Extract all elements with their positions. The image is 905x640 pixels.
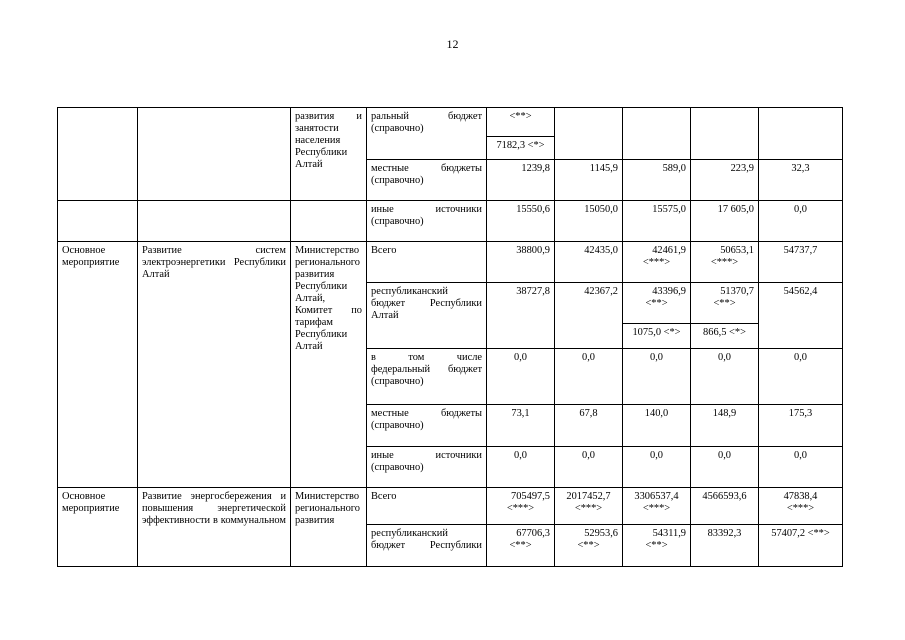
value-main: 50653,1 — [720, 245, 754, 256]
source-cell: Всего — [367, 242, 487, 283]
value-cell: 0,0 — [487, 447, 555, 488]
value-cell — [487, 488, 555, 525]
value-note: <**> — [645, 298, 668, 309]
value-cell: 67,8 — [555, 405, 623, 447]
executor-cell: Министерство регионального развития Республики Алтай, Комитет по тарифам Республики Алтай — [291, 242, 367, 488]
value-main: 3306537,4 — [634, 491, 679, 502]
value-cell: 1075,0 <*> — [623, 324, 691, 349]
source-cell: республиканский бюджет Республики Алтай — [367, 283, 487, 349]
value-note: <**> — [713, 298, 736, 309]
value-cell: 7182,3 <*> — [487, 137, 555, 160]
value-note: <**> — [645, 540, 668, 551]
value-cell: 0,0 — [623, 447, 691, 488]
value-main: 52953,6 — [584, 528, 618, 539]
value-cell — [555, 488, 623, 525]
value-cell: 0,0 — [759, 349, 843, 405]
value-cell: 42435,0 — [555, 242, 623, 283]
value-cell: <**> — [487, 108, 555, 137]
source-cell: иные источники (справочно) — [367, 447, 487, 488]
value-cell: 54737,7 — [759, 242, 843, 283]
value-cell: 73,1 — [487, 405, 555, 447]
value-cell: 57407,2 <**> — [759, 525, 843, 567]
value-cell: 83392,3 — [691, 525, 759, 567]
value-cell: 32,3 — [759, 160, 843, 201]
value-cell: 140,0 — [623, 405, 691, 447]
value-cell: 0,0 — [691, 349, 759, 405]
value-note: <***> — [710, 257, 739, 268]
value-cell — [759, 488, 843, 525]
value-cell: 0,0 — [759, 201, 843, 242]
source-cell: иные источники (справочно) — [367, 201, 487, 242]
value-cell: 15550,6 — [487, 201, 555, 242]
cell-empty — [58, 201, 138, 242]
value-note: <***> — [786, 503, 815, 514]
value-cell: 0,0 — [691, 447, 759, 488]
value-cell — [623, 242, 691, 283]
value-cell: 54562,4 — [759, 283, 843, 349]
value-cell — [623, 283, 691, 324]
value-main: 67706,3 — [516, 528, 550, 539]
source-cell: республиканский бюджет Республики — [367, 525, 487, 567]
cell-empty — [138, 201, 291, 242]
value-note: <***> — [506, 503, 535, 514]
source-cell: Всего — [367, 488, 487, 525]
value-main: 43396,9 — [652, 286, 686, 297]
source-cell: местные бюджеты (справочно) — [367, 160, 487, 201]
value-cell: 589,0 — [623, 160, 691, 201]
cell-empty — [138, 108, 291, 201]
source-cell: в том числе федеральный бюджет (справочно) — [367, 349, 487, 405]
value-cell: 175,3 — [759, 405, 843, 447]
source-cell: местные бюджеты (справочно) — [367, 405, 487, 447]
value-cell: 38800,9 — [487, 242, 555, 283]
value-cell: 148,9 — [691, 405, 759, 447]
value-cell: 15575,0 — [623, 201, 691, 242]
measure-name-cell: Развитие энергосбережения и повышения энергетической эффективности в коммунальном — [138, 488, 291, 567]
executor-cell: Министерство регионального развития — [291, 488, 367, 567]
value-cell: 223,9 — [691, 160, 759, 201]
value-cell: 0,0 — [555, 447, 623, 488]
value-main: 51370,7 — [720, 286, 754, 297]
value-cell — [759, 108, 843, 160]
value-cell: 0,0 — [623, 349, 691, 405]
value-cell: 0,0 — [487, 349, 555, 405]
value-main: 47838,4 — [783, 491, 818, 502]
value-cell — [623, 108, 691, 160]
source-cell: ральный бюджет (справочно) — [367, 108, 487, 160]
value-cell: 0,0 — [555, 349, 623, 405]
value-cell: 0,0 — [759, 447, 843, 488]
measure-type-cell: Основное мероприятие — [58, 242, 138, 488]
value-cell — [555, 525, 623, 567]
cell-empty — [291, 201, 367, 242]
value-cell — [623, 488, 691, 525]
value-cell — [691, 242, 759, 283]
value-cell: 15050,0 — [555, 201, 623, 242]
value-cell: 4566593,6 — [691, 488, 759, 525]
value-main: 705497,5 — [511, 491, 550, 502]
value-main: 42461,9 — [652, 245, 686, 256]
cell-empty — [58, 108, 138, 201]
value-main: 2017452,7 — [566, 491, 611, 502]
measure-type-cell: Основное мероприятие — [58, 488, 138, 567]
value-cell: 1145,9 — [555, 160, 623, 201]
value-note: <***> — [642, 503, 671, 514]
program-table — [57, 107, 843, 567]
value-note: <**> — [509, 540, 532, 551]
value-cell — [691, 283, 759, 324]
value-cell — [623, 525, 691, 567]
value-cell — [487, 525, 555, 567]
executor-cell: развития и занятости населения Республики Алтай — [291, 108, 367, 201]
page-number: 12 — [446, 37, 459, 51]
value-cell: 17 605,0 — [691, 201, 759, 242]
value-note: <***> — [574, 503, 603, 514]
measure-name-cell: Развитие систем электроэнергетики Республики Алтай — [138, 242, 291, 488]
value-cell: 866,5 <*> — [691, 324, 759, 349]
value-cell — [555, 108, 623, 160]
value-main: 54311,9 — [652, 528, 686, 539]
value-note: <**> — [577, 540, 600, 551]
value-cell: 42367,2 — [555, 283, 623, 349]
value-cell: 1239,8 — [487, 160, 555, 201]
value-note: <***> — [642, 257, 671, 268]
value-cell — [691, 108, 759, 160]
value-cell: 38727,8 — [487, 283, 555, 349]
